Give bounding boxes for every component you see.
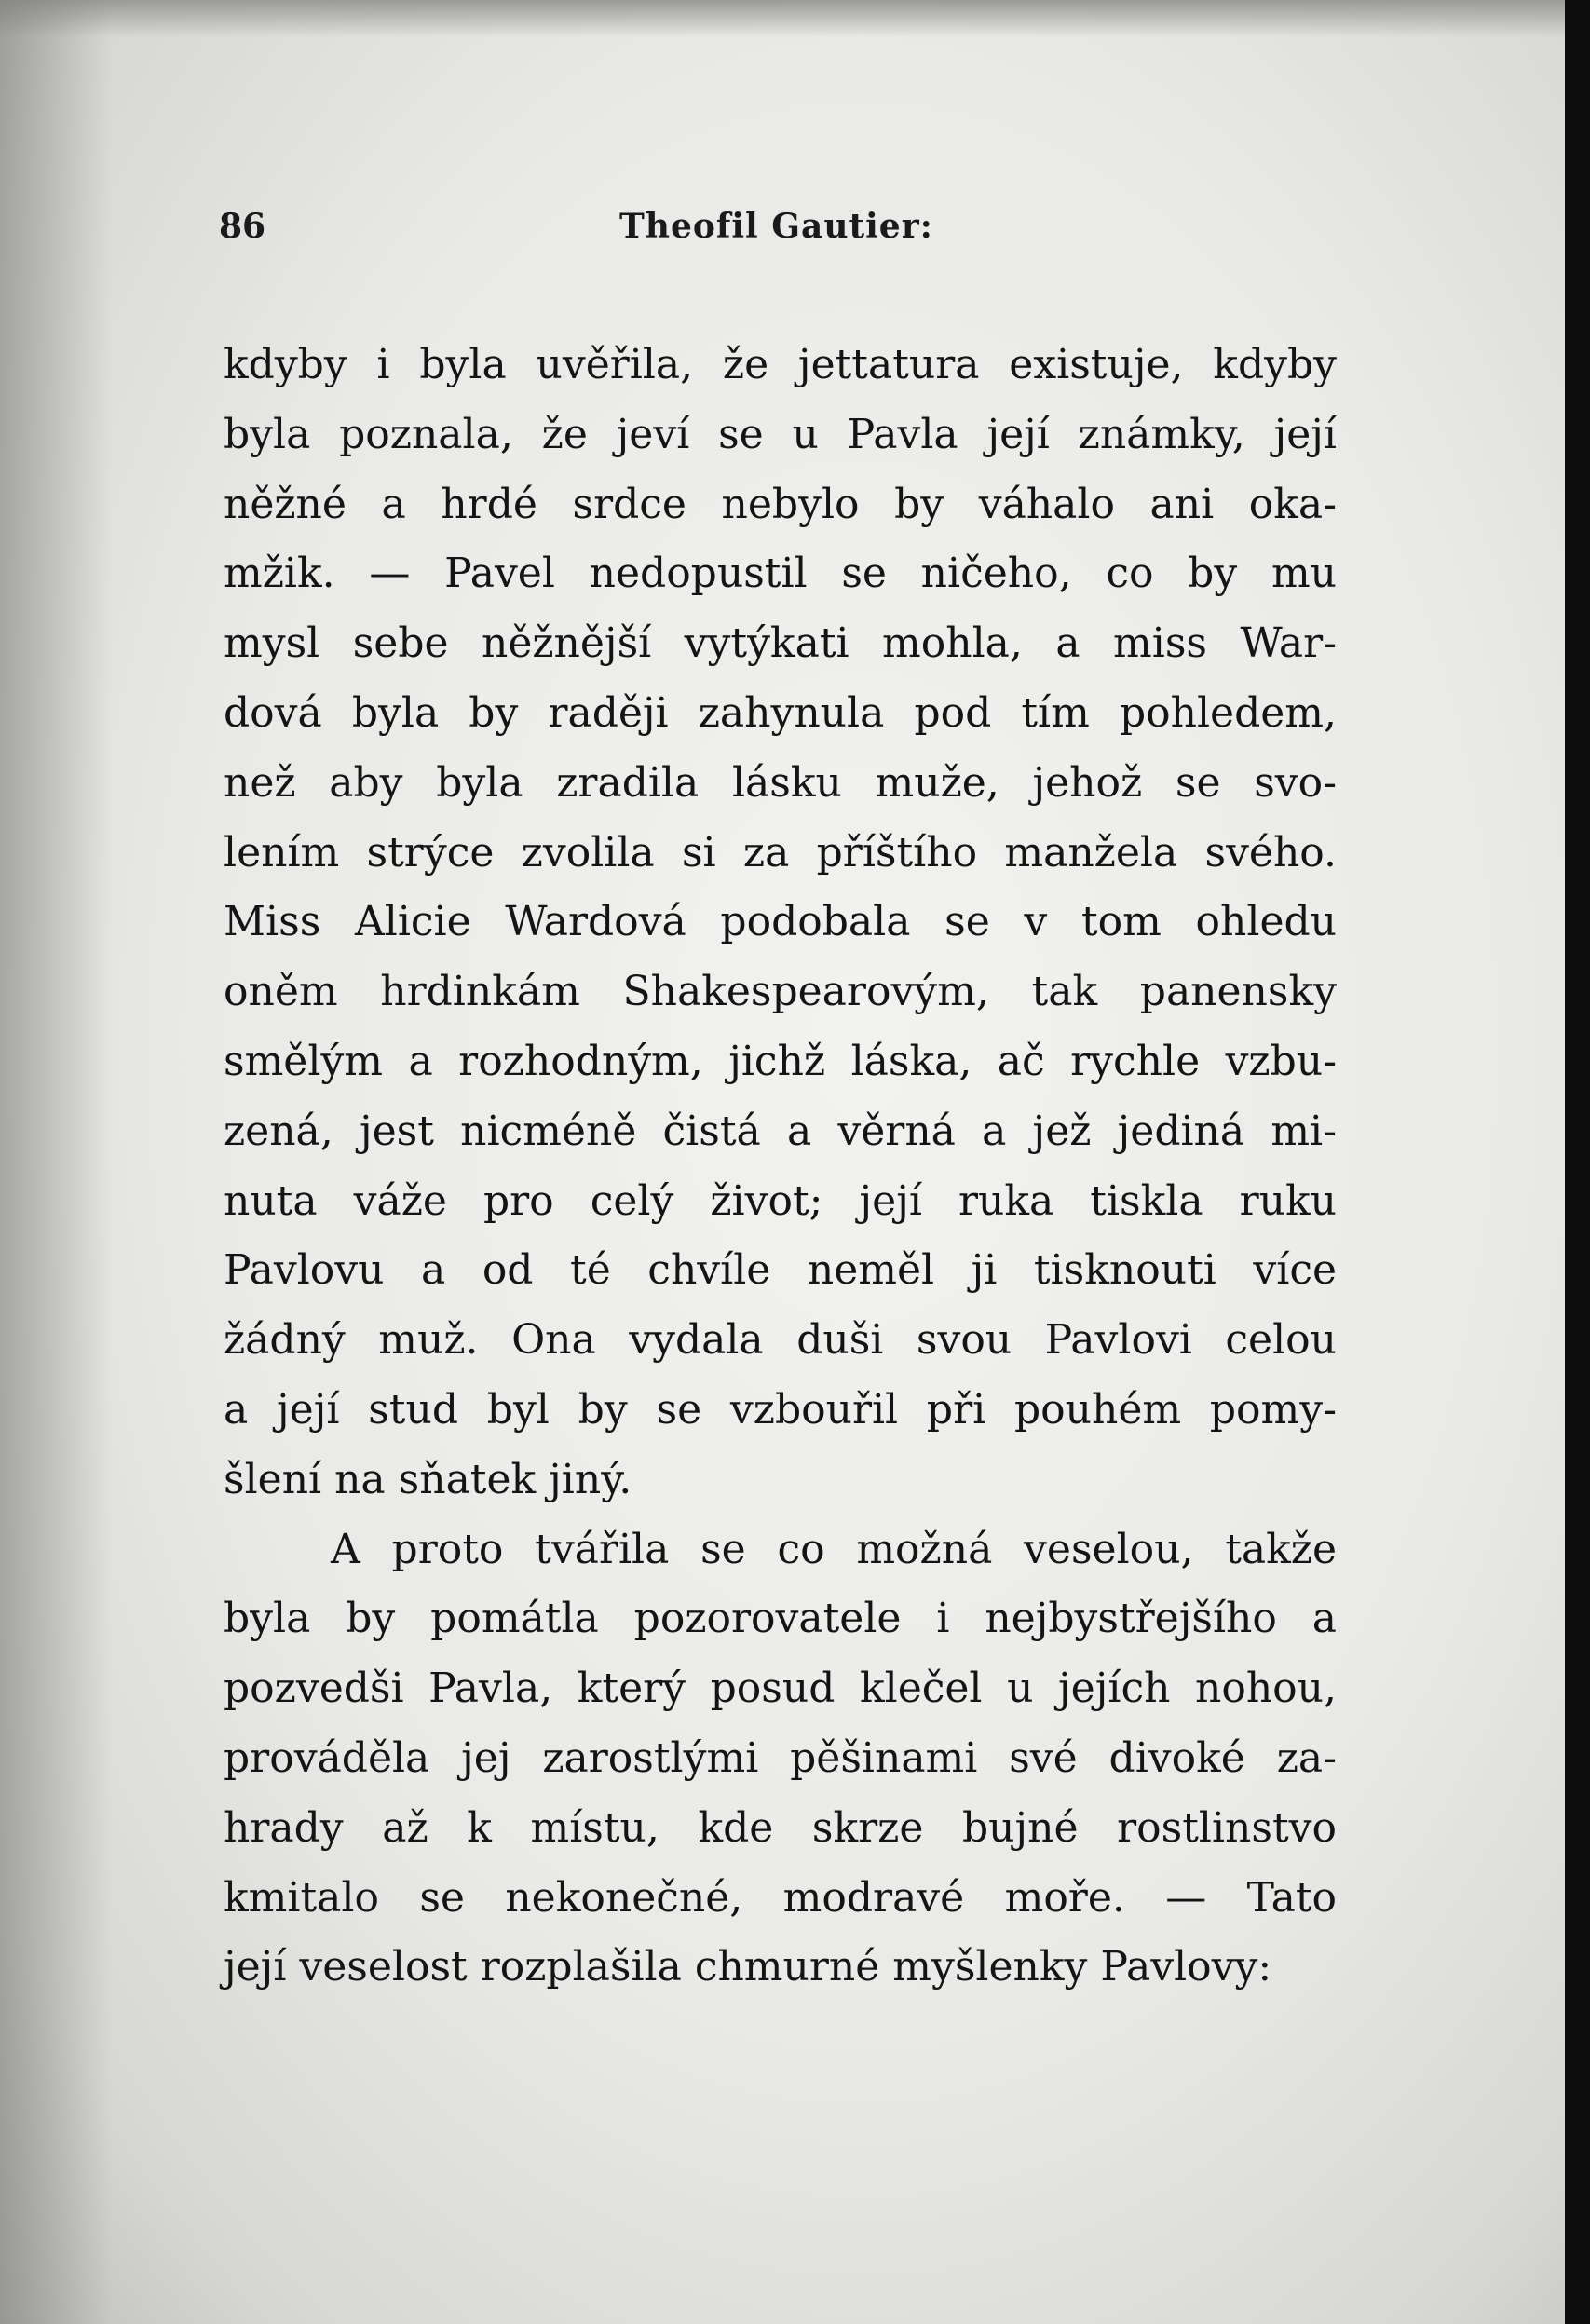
text-line: mysl sebe něžnější vytýkati mohla, a miss War- <box>224 619 1337 668</box>
scan-edge-border <box>1565 0 1590 2324</box>
text-line: hrady až k místu, kde skrze bujné rostlinstvo <box>224 1803 1337 1852</box>
text-line: byla by pomátla pozorovatele i nejbystřejšího a <box>224 1595 1337 1643</box>
text-line: kdyby i byla uvěřila, že jettatura existuje, kdyby <box>224 341 1337 388</box>
page-gutter-shadow <box>0 0 112 2324</box>
text-line: než aby byla zradila lásku muže, jehož se svo- <box>224 758 1337 807</box>
text-line: lením strýce zvolila si za příštího manžela svého. <box>224 828 1337 877</box>
text-line: mžik. — Pavel nedopustil se ničeho, co by mu <box>224 550 1337 598</box>
text-line: byla poznala, že jeví se u Pavla její známky, její <box>224 410 1337 458</box>
text-line: dová byla by raději zahynula pod tím pohledem, <box>224 688 1337 737</box>
page-top-shadow <box>0 0 1565 37</box>
text-line: její veselost rozplašila chmurné myšlenky Pavlovy: <box>224 1943 1272 1991</box>
text-line: něžné a hrdé srdce nebylo by váhalo ani oka- <box>224 480 1337 528</box>
text-line: prováděla jej zarostlými pěšinami své divoké za- <box>224 1733 1337 1782</box>
running-head-author: Theofil Gautier: <box>619 207 933 246</box>
text-line: zená, jest nicméně čistá a věrná a jež jediná mi- <box>224 1107 1337 1155</box>
paragraph-2 <box>224 1515 1337 2004</box>
text-line: Pavlovu a od té chvíle neměl ji tisknouti více <box>224 1246 1337 1295</box>
page-number: 86 <box>219 207 266 246</box>
text-line-paragraph-start: A proto tvářila se co možná veselou, takže <box>331 1525 1337 1573</box>
text-line-paragraph-end: šlení na sňatek jiný. <box>224 1455 632 1503</box>
text-line: smělým a rozhodným, jichž láska, ač rychle vzbu- <box>224 1037 1337 1085</box>
text-line: nuta váže pro celý život; její ruka tiskla ruku <box>224 1176 1337 1225</box>
text-line: Miss Alicie Wardová podobala se v tom ohledu <box>224 898 1337 946</box>
text-line: kmitalo se nekonečné, modravé moře. — Tato <box>224 1873 1337 1922</box>
text-line: pozvedši Pavla, který posud klečel u jejích nohou, <box>224 1665 1337 1713</box>
text-line: žádný muž. Ona vydala duši svou Pavlovi celou <box>224 1316 1337 1365</box>
text-line: oněm hrdinkám Shakespearovým, tak panensky <box>224 968 1337 1016</box>
text-line: a její stud byl by se vzbouřil při pouhém pomy- <box>224 1385 1337 1434</box>
body-text <box>224 331 1337 2003</box>
page-header <box>219 207 1337 263</box>
paragraph-1 <box>224 331 1337 1515</box>
